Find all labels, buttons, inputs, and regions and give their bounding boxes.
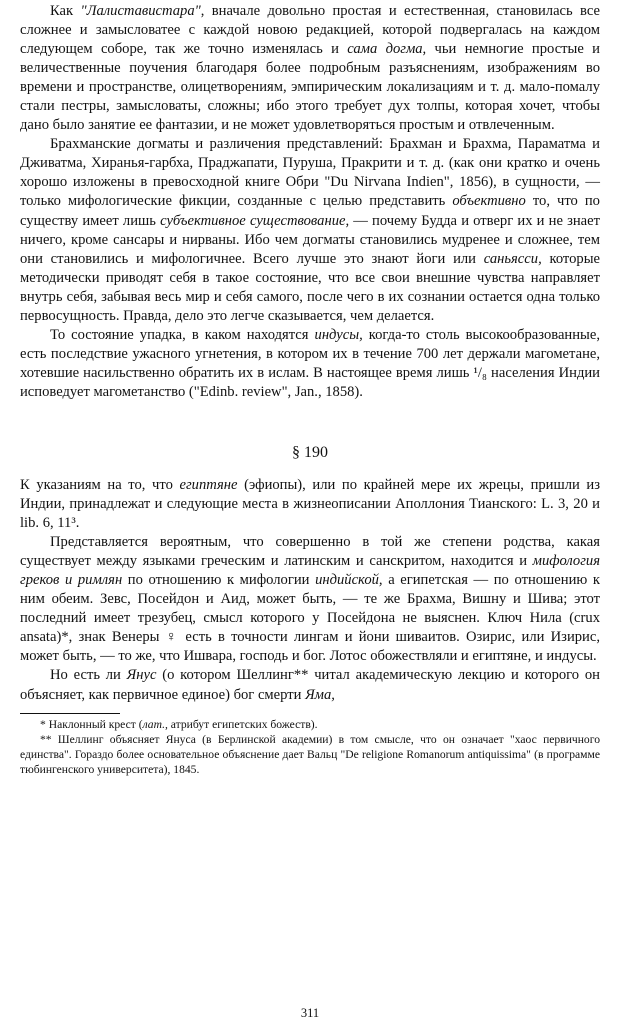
text-run: по отношению к мифологии [122,572,316,589]
italic-text: "Лалиставистара" [80,3,201,19]
footnote [20,732,600,778]
text-run: * Наклонный крест ( [40,717,143,731]
text-run: К указаниям на то, что [20,476,180,493]
paragraph [20,666,600,704]
italic-text: мифология греков и римлян [20,553,600,589]
body-text-bottom [20,476,600,705]
text-run: ** Шеллинг объясняет Януса (в Берлинской академии) в том смысле, что он означает "хаос первичного единства". Гораздо более основательное объяснение дает Вальц "De religione Romanorum antiquissima" (в программе тюбингенского университета), 1845. [20,732,600,777]
text-run: Брахманские догматы и различения представлений: Брахман и Брахма, Параматма и Дживатма, Хиранья-гарбха, Праджапати, Пуруша, Пракрити и т. д. (как они кратко и очень хорошо изложены в превосходной книге Обри "Du Nirvana Indien", 1856), в сущности, — только мифологические фикции, созданные с целью представить [20,136,600,210]
text-run: Но есть ли [50,667,127,684]
paragraph [20,135,600,325]
italic-text: Янус [126,667,157,684]
text-run: То состояние упадка, в каком находятся [50,326,315,343]
footnotes [20,713,600,778]
text-run: а египетская — по отношению к ним обеим. Зевс, Посейдон и Аид, может быть, — те же Брахма, Вишну и Шива; этот последний имеет трезубец, смысл которого у Посейдона не выяснен. Ключ Нила (crux ansata)*, знак Венеры ♀ есть в точности лингам и йони шиваитов. Озирис, или Изирис, может быть, — то же, что Ишвара, господь и бог. Лотос обожествляли и египтяне, и индусы. [20,572,600,665]
italic-text: лат., [142,717,168,731]
italic-text: саньясси, [483,250,542,267]
paragraph [20,326,600,402]
text-run: когда-то столь высокообразованные, есть последствие ужасного угнетения, в котором их в течение 700 лет держали магометане, хотевшие насильственно обратить их в ислам. В настоящее время лишь ¹/₈ населения Индии исповедует магометанство ("Edinb. review", Jan., 1858). [20,326,600,400]
italic-text: объективно [452,193,526,210]
italic-text: сама догма, [347,41,427,58]
footnote [20,717,600,732]
paragraph [20,476,600,533]
italic-text: египтяне [179,476,238,493]
page-number: 311 [300,1006,320,1020]
text-run: то, что по существу имеет лишь [20,193,600,229]
footnote-divider [20,713,120,714]
text-run: Представляется вероятным, что совершенно в той же степени родства, какая существует между языками греческим и латинским и санскритом, находится и [20,534,600,570]
text-run: атрибут египетских божеств). [167,717,318,731]
section-heading: § 190 [292,443,328,461]
text-run: Как [50,3,81,19]
text-run: , вначале довольно простая и естественная, становилась все сложнее и замысловатее с каждой новою редакцией, которой подвергалась на каждом следующем соборе, так же точно изменялась и [20,3,600,58]
italic-text: субъективное существование, [160,212,350,229]
italic-text: Яма, [305,686,335,703]
paragraph [20,2,600,135]
italic-text: индусы, [314,326,363,343]
text-run: чьи немногие простые и величественные поучения благодаря более подробным разъяснениям, изображениям во времени и пространстве, олицетворениям, эмпирическим локализациям и т. д. мало-помалу стали пестры, замысловаты, сложны; ибо этого требует дух толпы, которая хочет, чтобы дано было занятие ее фантазии, и не может удовлетворяться простым и отвлеченным. [20,41,600,134]
body-text-top [20,0,600,402]
text-run: — почему Будда и отверг их и не знает ничего, кроме сансары и нирваны. Ибо чем догматы становились мудренее и сложнее, тем они становились и мифологичнее. Всего лучше это знают йоги или [20,212,600,267]
italic-text: индийской, [315,572,383,589]
text-run: (эфиопы), или по крайней мере их жрецы, пришли из Индии, принадлежат и следующие места в жизнеописании Аполлония Тианского: L. 3, 20 и lib. 6, 11³. [20,476,600,532]
text-run: (о котором Шеллинг** читал академическую лекцию и которого он объясняет, как первичное единое) бог смерти [20,667,600,703]
paragraph [20,533,600,666]
text-run: которые методически приводят себя в такое состояние, что все свои внешние чувства направляет внутрь себя, забывая весь мир и себя самого, после чего в их сознании остается одна только первосущность. Правда, дело это легче сказывается, чем делается. [20,250,600,324]
